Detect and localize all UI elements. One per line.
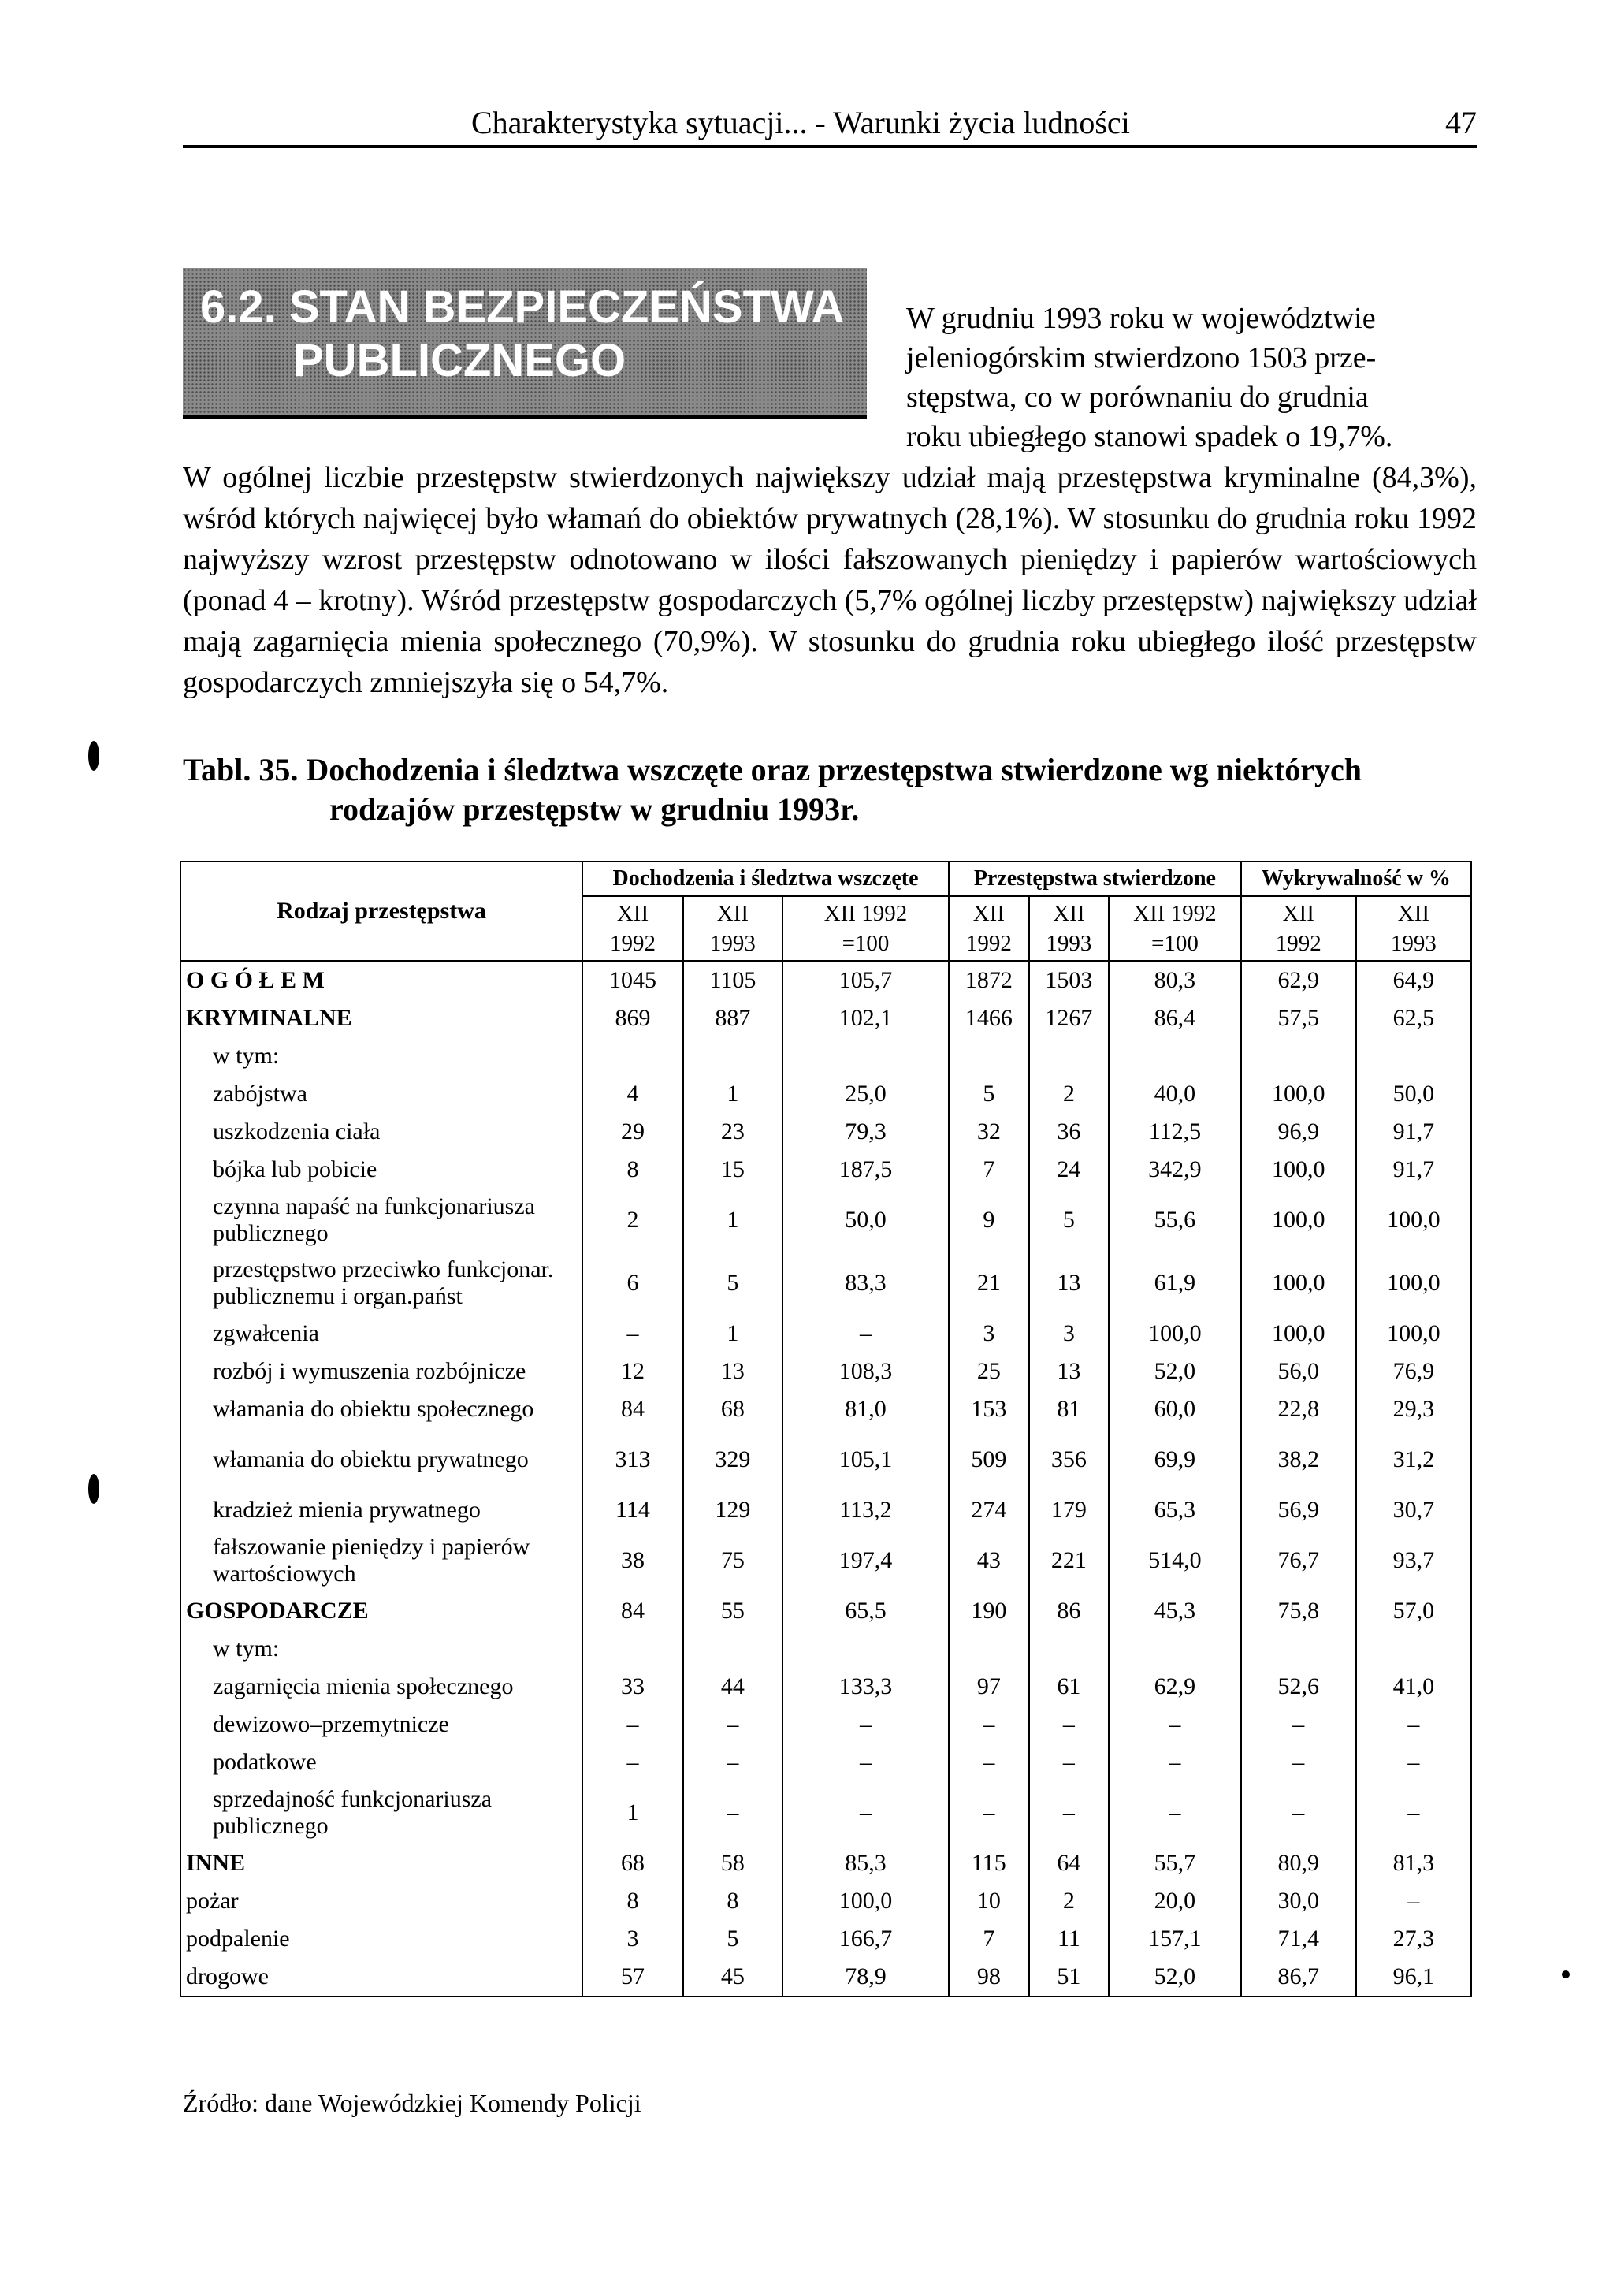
row-label: w tym: [180, 1630, 582, 1668]
table-cell: 2 [1029, 1882, 1110, 1920]
table-cell: 55,6 [1109, 1189, 1241, 1252]
table-cell: 514,0 [1109, 1529, 1241, 1592]
table-cell [1356, 1630, 1471, 1668]
table-cell: – [782, 1706, 949, 1743]
row-label: drogowe [180, 1958, 582, 1996]
table-cell: 84 [582, 1390, 683, 1428]
table-cell: 50,0 [782, 1189, 949, 1252]
table-cell: 78,9 [782, 1958, 949, 1996]
table-cell: 96,9 [1241, 1113, 1356, 1151]
table-cell: 93,7 [1356, 1529, 1471, 1592]
table-cell: 5 [949, 1075, 1029, 1113]
table-cell: 329 [683, 1428, 782, 1491]
table-cell: 62,5 [1356, 999, 1471, 1037]
table-cell: – [1109, 1706, 1241, 1743]
table-cell: 157,1 [1109, 1920, 1241, 1958]
table-cell: 8 [582, 1151, 683, 1189]
table-cell: 80,3 [1109, 961, 1241, 999]
table-cell: – [1241, 1781, 1356, 1844]
table-caption [183, 750, 1477, 829]
table-row [180, 1353, 1471, 1390]
table-cell: 1466 [949, 999, 1029, 1037]
table-cell: 52,0 [1109, 1958, 1241, 1996]
table-cell: 313 [582, 1428, 683, 1491]
table-cell: 24 [1029, 1151, 1110, 1189]
table-cell: 114 [582, 1491, 683, 1529]
scan-speck [88, 1474, 99, 1504]
table-cell: 60,0 [1109, 1390, 1241, 1428]
row-label: włamania do obiektu społecznego [180, 1390, 582, 1428]
table-cell: 3 [582, 1920, 683, 1958]
table-cell: – [683, 1706, 782, 1743]
table-cell: – [949, 1743, 1029, 1781]
table-cell: 3 [1029, 1315, 1110, 1353]
table-cell: 52,0 [1109, 1353, 1241, 1390]
table-cell: 13 [683, 1353, 782, 1390]
table-cell [1241, 1630, 1356, 1668]
table-cell [949, 1630, 1029, 1668]
table-cell: 3 [949, 1315, 1029, 1353]
subheader-line: XII [1282, 901, 1314, 926]
table-cell: 100,0 [1356, 1189, 1471, 1252]
section-heading [183, 268, 867, 419]
table-row [180, 1630, 1471, 1668]
row-label: włamania do obiektu prywatnego [180, 1428, 582, 1491]
table-cell: – [1356, 1781, 1471, 1844]
table-cell: 100,0 [1356, 1315, 1471, 1353]
table-cell [1109, 1630, 1241, 1668]
row-label: podatkowe [180, 1743, 582, 1781]
table-cell: 61,9 [1109, 1252, 1241, 1315]
table-cell: – [1356, 1706, 1471, 1743]
row-label: INNE [180, 1844, 582, 1882]
table-cell: 15 [683, 1151, 782, 1189]
table-cell: 56,0 [1241, 1353, 1356, 1390]
intro-line-1: W grudniu 1993 roku w województwie [906, 302, 1376, 335]
table-cell: 342,9 [1109, 1151, 1241, 1189]
table-row [180, 1592, 1471, 1630]
table-cell: – [1029, 1706, 1110, 1743]
table-cell: 100,0 [1241, 1189, 1356, 1252]
subheader-cell [582, 896, 683, 961]
table-cell: 25,0 [782, 1075, 949, 1113]
table-cell: 86,4 [1109, 999, 1241, 1037]
table-row [180, 1882, 1471, 1920]
page-number: 47 [1445, 105, 1477, 140]
table-cell: – [949, 1706, 1029, 1743]
table-cell: – [1109, 1781, 1241, 1844]
table-cell: 20,0 [1109, 1882, 1241, 1920]
table-cell: 83,3 [782, 1252, 949, 1315]
table-cell: 38,2 [1241, 1428, 1356, 1491]
subheader-line: =100 [842, 931, 890, 956]
table-cell: 1872 [949, 961, 1029, 999]
table-cell: 1045 [582, 961, 683, 999]
table-row [180, 1151, 1471, 1189]
table-cell: 50,0 [1356, 1075, 1471, 1113]
table-cell: 100,0 [1241, 1252, 1356, 1315]
table-cell: 98 [949, 1958, 1029, 1996]
table-row [180, 1113, 1471, 1151]
table-row [180, 1491, 1471, 1529]
table-row [180, 1743, 1471, 1781]
table-cell: 33 [582, 1668, 683, 1706]
subheader-line: =100 [1150, 931, 1199, 956]
table-cell: 6 [582, 1252, 683, 1315]
header-group-dochodzenia: Dochodzenia i śledztwa wszczęte [582, 861, 949, 896]
table-cell: 81,3 [1356, 1844, 1471, 1882]
row-label: czynna napaść na funkcjonariusza publicznego [180, 1189, 582, 1252]
table-cell: 44 [683, 1668, 782, 1706]
row-label: zagarnięcia mienia społecznego [180, 1668, 582, 1706]
subheader-line: XII 1992 [823, 901, 908, 926]
table-cell [949, 1037, 1029, 1075]
subheader-line: XII [716, 901, 749, 926]
table-cell: 356 [1029, 1428, 1110, 1491]
table-cell: 81,0 [782, 1390, 949, 1428]
row-label: KRYMINALNE [180, 999, 582, 1037]
table-cell: 179 [1029, 1491, 1110, 1529]
table-row [180, 999, 1471, 1037]
header-group-wykrywalnosc: Wykrywalność w % [1241, 861, 1471, 896]
row-label: kradzież mienia prywatnego [180, 1491, 582, 1529]
table-cell: 55,7 [1109, 1844, 1241, 1882]
table-cell: 11 [1029, 1920, 1110, 1958]
row-label: dewizowo–przemytnicze [180, 1706, 582, 1743]
row-label: bójka lub pobicie [180, 1151, 582, 1189]
table-cell: 84 [582, 1592, 683, 1630]
table-cell: 65,5 [782, 1592, 949, 1630]
row-label: zabójstwa [180, 1075, 582, 1113]
table-cell: 5 [683, 1252, 782, 1315]
section-heading-line1: 6.2. STAN BEZPIECZEŃSTWA [200, 281, 845, 333]
table-cell: 38 [582, 1529, 683, 1592]
row-label: fałszowanie pieniędzy i papierów wartościowych [180, 1529, 582, 1592]
table-cell: 10 [949, 1882, 1029, 1920]
subheader-line: XII [616, 901, 649, 926]
table-cell: 62,9 [1109, 1668, 1241, 1706]
table-cell: 12 [582, 1353, 683, 1390]
subheader-line: XII [1053, 901, 1085, 926]
subheader-cell [782, 896, 949, 961]
row-label: sprzedajność funkcjonariusza publicznego [180, 1781, 582, 1844]
table-cell: 197,4 [782, 1529, 949, 1592]
table-cell: – [582, 1743, 683, 1781]
table-cell: 187,5 [782, 1151, 949, 1189]
table-cell: – [1241, 1743, 1356, 1781]
table-cell: – [1241, 1706, 1356, 1743]
table-cell: 30,7 [1356, 1491, 1471, 1529]
table-cell: 76,9 [1356, 1353, 1471, 1390]
table-cell: 41,0 [1356, 1668, 1471, 1706]
table-cell: 75,8 [1241, 1592, 1356, 1630]
table-cell: 9 [949, 1189, 1029, 1252]
table-cell: – [782, 1781, 949, 1844]
source-note: Źródło: dane Wojewódzkiej Komendy Policji [183, 2089, 641, 2117]
table-caption-line2: rodzajów przestępstw w grudniu 1993r. [329, 791, 860, 827]
table-cell: 115 [949, 1844, 1029, 1882]
table-cell: 30,0 [1241, 1882, 1356, 1920]
table-cell: 43 [949, 1529, 1029, 1592]
subheader-line: 1993 [1390, 931, 1437, 956]
table-cell: – [683, 1781, 782, 1844]
table-cell: 4 [582, 1075, 683, 1113]
table-cell: 57,5 [1241, 999, 1356, 1037]
table-cell: 27,3 [1356, 1920, 1471, 1958]
table-cell: 100,0 [1241, 1151, 1356, 1189]
table-cell [683, 1630, 782, 1668]
row-label: GOSPODARCZE [180, 1592, 582, 1630]
table-cell: – [1109, 1743, 1241, 1781]
row-label: rozbój i wymuszenia rozbójnicze [180, 1353, 582, 1390]
row-label: przestępstwo przeciwko funkcjonar. publicznemu i organ.państ [180, 1252, 582, 1315]
table-cell: 166,7 [782, 1920, 949, 1958]
table-cell: 36 [1029, 1113, 1110, 1151]
table-cell: 62,9 [1241, 961, 1356, 999]
table-cell: – [1029, 1781, 1110, 1844]
table-row [180, 1920, 1471, 1958]
scan-speck [88, 741, 99, 771]
table-cell: 100,0 [1241, 1075, 1356, 1113]
table-row [180, 1844, 1471, 1882]
table-cell: 108,3 [782, 1353, 949, 1390]
table-cell: 55 [683, 1592, 782, 1630]
row-label: pożar [180, 1882, 582, 1920]
table-cell: 113,2 [782, 1491, 949, 1529]
row-label: zgwałcenia [180, 1315, 582, 1353]
table-row [180, 1529, 1471, 1592]
table-cell: 887 [683, 999, 782, 1037]
table-cell: 86,7 [1241, 1958, 1356, 1996]
table-cell: 102,1 [782, 999, 949, 1037]
table-cell: 23 [683, 1113, 782, 1151]
table-cell: – [782, 1743, 949, 1781]
table-row [180, 1781, 1471, 1844]
table-cell: 1267 [1029, 999, 1110, 1037]
subheader-line: 1992 [965, 931, 1012, 956]
table-cell [1109, 1037, 1241, 1075]
subheader-cell [1241, 896, 1356, 961]
table-cell: 8 [683, 1882, 782, 1920]
table-cell: 29 [582, 1113, 683, 1151]
subheader-cell [1109, 896, 1241, 961]
table-row [180, 1958, 1471, 1996]
intro-line-4: roku ubiegłego stanowi spadek o 19,7%. [906, 420, 1393, 453]
header-rodzaj: Rodzaj przestępstwa [180, 861, 582, 961]
table-cell: 57,0 [1356, 1592, 1471, 1630]
table-cell [683, 1037, 782, 1075]
table-cell: 105,7 [782, 961, 949, 999]
table-cell: 69,9 [1109, 1428, 1241, 1491]
table-cell: 13 [1029, 1252, 1110, 1315]
table-cell: 105,1 [782, 1428, 949, 1491]
table-row [180, 1315, 1471, 1353]
subheader-line: 1993 [1046, 931, 1092, 956]
running-head [183, 101, 1477, 148]
table-cell: 21 [949, 1252, 1029, 1315]
table-cell: 509 [949, 1428, 1029, 1491]
table-cell: 129 [683, 1491, 782, 1529]
table-cell: 190 [949, 1592, 1029, 1630]
table-cell: 5 [683, 1920, 782, 1958]
table-cell [1029, 1037, 1110, 1075]
table-cell: 1 [683, 1315, 782, 1353]
table-cell: – [582, 1706, 683, 1743]
table-cell: 65,3 [1109, 1491, 1241, 1529]
table-cell: – [1356, 1743, 1471, 1781]
scan-speck [1562, 1970, 1570, 1978]
subheader-line: 1993 [709, 931, 756, 956]
running-title: Charakterystyka sytuacji... - Warunki życia ludności [471, 105, 1130, 140]
table-cell: 58 [683, 1844, 782, 1882]
table-row [180, 1706, 1471, 1743]
table-body [180, 961, 1471, 1996]
table-caption-line1: Tabl. 35. Dochodzenia i śledztwa wszczęte oraz przestępstwa stwierdzone wg niektórych [183, 752, 1362, 787]
table-row [180, 1252, 1471, 1315]
table-cell: 100,0 [1109, 1315, 1241, 1353]
table-cell: 1 [582, 1781, 683, 1844]
table-cell: 100,0 [782, 1882, 949, 1920]
table-cell: 91,7 [1356, 1113, 1471, 1151]
table-cell: 40,0 [1109, 1075, 1241, 1113]
table-cell: 869 [582, 999, 683, 1037]
table-cell: 25 [949, 1353, 1029, 1390]
table-cell: 68 [582, 1844, 683, 1882]
table-cell: 7 [949, 1920, 1029, 1958]
table-cell: 133,3 [782, 1668, 949, 1706]
table-cell: 64,9 [1356, 961, 1471, 999]
table-cell: 81 [1029, 1390, 1110, 1428]
subheader-line: XII [1397, 901, 1430, 926]
table-cell: 32 [949, 1113, 1029, 1151]
subheader-line: XII 1992 [1133, 901, 1217, 926]
table-cell: 1105 [683, 961, 782, 999]
subheader-line: XII [972, 901, 1005, 926]
table-cell: 1503 [1029, 961, 1110, 999]
table-cell: 100,0 [1356, 1252, 1471, 1315]
table-cell [1029, 1630, 1110, 1668]
crime-table [180, 861, 1472, 1997]
table-cell: 45 [683, 1958, 782, 1996]
table-cell: 91,7 [1356, 1151, 1471, 1189]
table-cell: 8 [582, 1882, 683, 1920]
table-cell: 2 [1029, 1075, 1110, 1113]
section-heading-line2: PUBLICZNEGO [293, 335, 626, 386]
table-cell [782, 1630, 949, 1668]
subheader-cell [1029, 896, 1110, 961]
table-cell: 7 [949, 1151, 1029, 1189]
table-cell: 1 [683, 1189, 782, 1252]
table-cell [1241, 1037, 1356, 1075]
table-cell: 64 [1029, 1844, 1110, 1882]
table-cell [582, 1037, 683, 1075]
table-cell [1356, 1037, 1471, 1075]
table-cell: 13 [1029, 1353, 1110, 1390]
table-cell: – [683, 1743, 782, 1781]
table-cell: 31,2 [1356, 1428, 1471, 1491]
intro-line-2: jeleniogórskim stwierdzono 1503 prze- [906, 341, 1377, 374]
row-label: podpalenie [180, 1920, 582, 1958]
table-cell: 86 [1029, 1592, 1110, 1630]
table-row [180, 1428, 1471, 1491]
table-cell: 76,7 [1241, 1529, 1356, 1592]
table-cell: 57 [582, 1958, 683, 1996]
subheader-line: 1992 [609, 931, 656, 956]
table-cell: – [782, 1315, 949, 1353]
intro-line-3: stępstwa, co w porównaniu do grudnia [906, 381, 1369, 414]
subheader-cell [683, 896, 782, 961]
table-cell: 1 [683, 1075, 782, 1113]
table-cell: – [1029, 1743, 1110, 1781]
table-cell: – [1356, 1882, 1471, 1920]
table-row [180, 1037, 1471, 1075]
table-cell: 56,9 [1241, 1491, 1356, 1529]
table-cell: 85,3 [782, 1844, 949, 1882]
table-cell: 221 [1029, 1529, 1110, 1592]
table-cell: 2 [582, 1189, 683, 1252]
table-cell: 45,3 [1109, 1592, 1241, 1630]
table-row [180, 961, 1471, 999]
table-cell: 96,1 [1356, 1958, 1471, 1996]
table-cell: 80,9 [1241, 1844, 1356, 1882]
table-cell [582, 1630, 683, 1668]
table-row [180, 1189, 1471, 1252]
table-cell: 5 [1029, 1189, 1110, 1252]
table-cell: 29,3 [1356, 1390, 1471, 1428]
subheader-line: 1992 [1275, 931, 1321, 956]
table-row [180, 1390, 1471, 1428]
table-cell: 51 [1029, 1958, 1110, 1996]
header-group-stwierdzone: Przestępstwa stwierdzone [949, 861, 1241, 896]
row-label: uszkodzenia ciała [180, 1113, 582, 1151]
table-cell: 274 [949, 1491, 1029, 1529]
table-cell: 100,0 [1241, 1315, 1356, 1353]
row-label: w tym: [180, 1037, 582, 1075]
table-row [180, 1668, 1471, 1706]
table-cell: 75 [683, 1529, 782, 1592]
body-paragraph: W ogólnej liczbie przestępstw stwierdzonych największy udział mają przestępstwa kryminalne (84,3%), wśród których najwięcej było włamań do obiektów prywatnych (28,1%). W stosunku do grudnia roku 1992 najwyższy wzrost przestępstw odnotowano w ilości fałszowanych pieniędzy i papierów wartościowych (ponad 4 – krotny). Wśród przestępstw gospodarczych (5,7% ogólnej liczby przestępstw) największy udział mają zagarnięcia mienia społecznego (70,9%). W stosunku do grudnia roku ubiegłego ilość przestępstw gospodarczych zmniejszyła się o 54,7%. [183, 461, 1477, 699]
table-cell: 71,4 [1241, 1920, 1356, 1958]
row-label: O G Ó Ł E M [180, 961, 582, 999]
table-cell: 153 [949, 1390, 1029, 1428]
table-cell: 79,3 [782, 1113, 949, 1151]
table-cell: 112,5 [1109, 1113, 1241, 1151]
table-cell: 22,8 [1241, 1390, 1356, 1428]
table-cell: 68 [683, 1390, 782, 1428]
subheader-cell [949, 896, 1029, 961]
table-cell [782, 1037, 949, 1075]
table-cell: – [582, 1315, 683, 1353]
table-cell: 97 [949, 1668, 1029, 1706]
table-cell: – [949, 1781, 1029, 1844]
table-row [180, 1075, 1471, 1113]
table-cell: 52,6 [1241, 1668, 1356, 1706]
subheader-cell [1356, 896, 1471, 961]
table-cell: 61 [1029, 1668, 1110, 1706]
